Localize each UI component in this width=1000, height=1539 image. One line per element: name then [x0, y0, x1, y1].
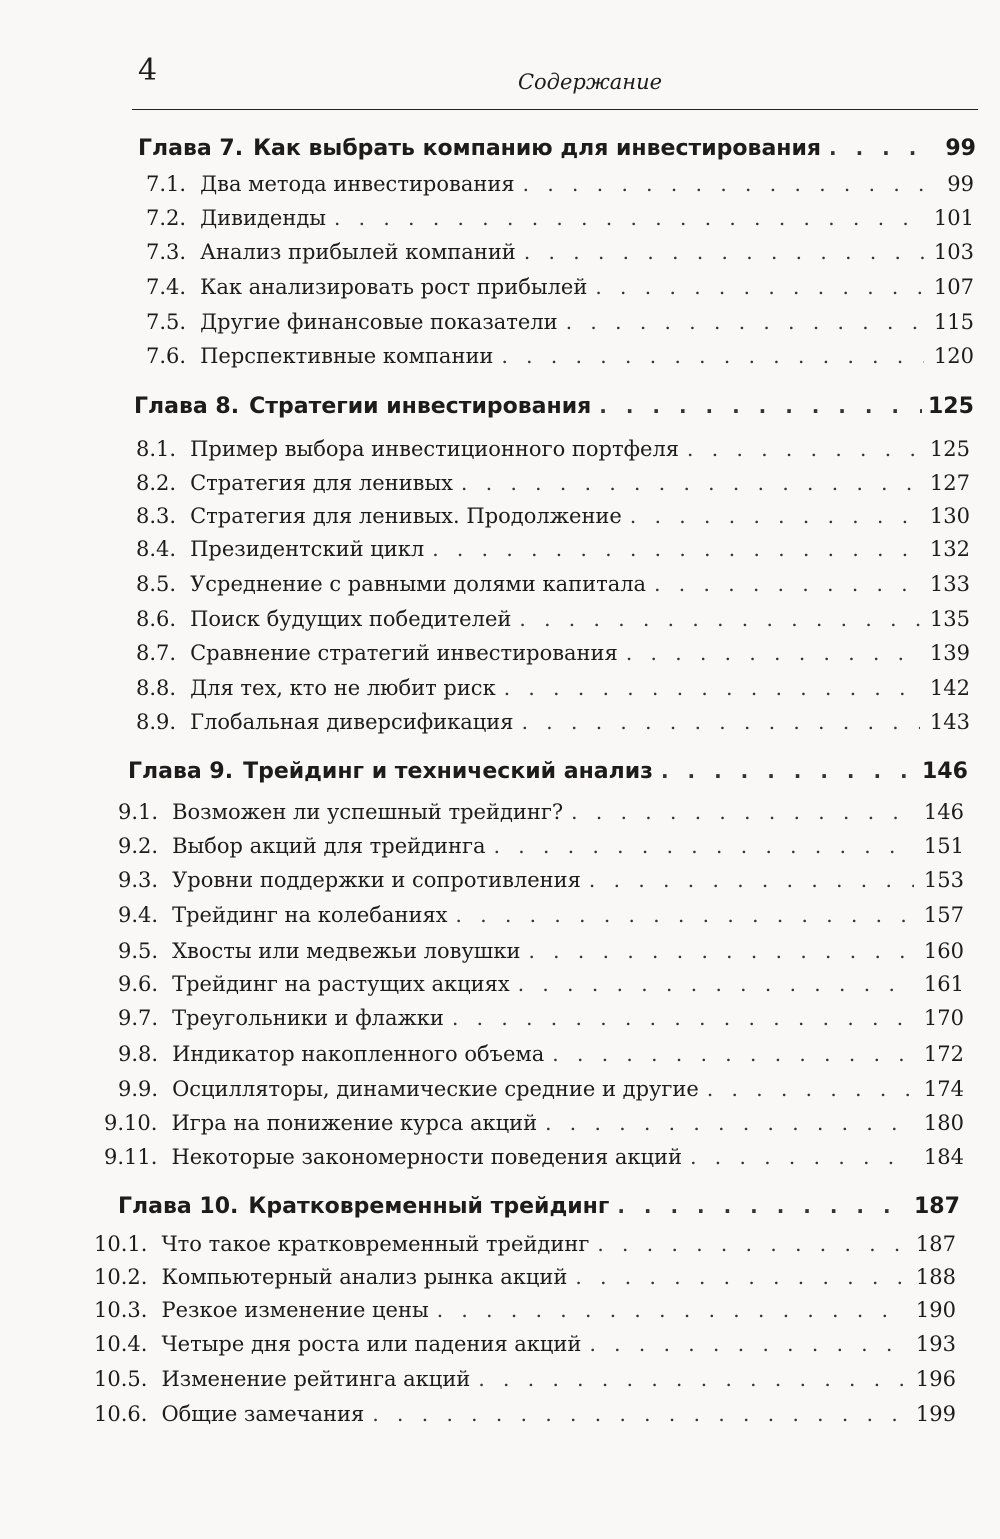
page-ref: 139 — [929, 641, 970, 665]
section-title: Стратегия для ленивых. Продолжение — [190, 504, 622, 528]
toc-section[interactable] — [94, 1230, 956, 1258]
page-ref: 161 — [923, 972, 964, 996]
section-title: Что такое кратковременный трейдинг — [161, 1232, 590, 1256]
dot-leader — [504, 674, 920, 702]
section-number: 9.4. — [118, 903, 159, 927]
section-number: 9.2. — [118, 834, 159, 858]
toc-section[interactable] — [136, 435, 970, 463]
toc-section[interactable] — [118, 1075, 964, 1103]
section-number: 8.6. — [136, 607, 177, 631]
page-ref: 187 — [914, 1194, 960, 1219]
toc-section[interactable] — [136, 502, 970, 530]
chapter-label: Глава 8. — [134, 394, 240, 419]
page-ref: 146 — [922, 759, 968, 784]
section-number: 9.9. — [118, 1077, 159, 1101]
dot-leader — [575, 1263, 906, 1291]
toc-chapter[interactable] — [128, 757, 966, 786]
section-title: Изменение рейтинга акций — [161, 1367, 471, 1391]
toc-section[interactable] — [118, 901, 964, 929]
toc-section[interactable] — [118, 1004, 964, 1032]
toc-section[interactable] — [94, 1296, 956, 1324]
section-number: 8.9. — [136, 710, 177, 734]
page-ref: 160 — [923, 939, 964, 963]
section-number: 9.7. — [118, 1006, 159, 1030]
toc-section[interactable] — [136, 708, 970, 736]
chapter-label: Глава 7. — [138, 136, 244, 161]
toc-section[interactable] — [146, 342, 974, 370]
page-ref: 196 — [915, 1367, 956, 1391]
toc-section[interactable] — [146, 308, 974, 336]
header-rule — [132, 109, 978, 110]
dot-leader — [599, 392, 922, 420]
section-title: Треугольники и флажки — [172, 1006, 444, 1030]
chapter-title: Кратковременный трейдинг — [248, 1194, 610, 1219]
page-ref: 187 — [915, 1232, 956, 1256]
page-ref: 188 — [915, 1265, 956, 1289]
page-ref: 133 — [929, 572, 970, 596]
toc-section[interactable] — [104, 1109, 964, 1137]
toc-section[interactable] — [136, 639, 970, 667]
section-title: Общие замечания — [161, 1402, 365, 1426]
toc-section[interactable] — [94, 1330, 956, 1358]
section-number: 7.2. — [146, 206, 187, 230]
dot-leader — [437, 1296, 906, 1324]
toc-section[interactable] — [118, 970, 964, 998]
section-number: 8.5. — [136, 572, 177, 596]
section-title: Для тех, кто не любит риск — [190, 676, 496, 700]
chapter-title: Как выбрать компанию для инвестирования — [253, 136, 822, 161]
section-number: 9.5. — [118, 939, 159, 963]
section-title: Сравнение стратегий инвестирования — [190, 641, 618, 665]
page-ref: 190 — [915, 1298, 956, 1322]
page-ref: 199 — [915, 1402, 956, 1426]
chapter-title: Стратегии инвестирования — [249, 394, 592, 419]
page-ref: 125 — [928, 394, 974, 419]
dot-leader — [589, 1330, 906, 1358]
page-ref: 99 — [945, 136, 976, 161]
toc-section[interactable] — [136, 469, 970, 497]
section-number: 7.4. — [146, 275, 187, 299]
toc-section[interactable] — [146, 238, 974, 266]
dot-leader — [478, 1365, 906, 1393]
section-number: 8.1. — [136, 437, 177, 461]
section-title: Дивиденды — [200, 206, 326, 230]
page-ref: 135 — [929, 607, 970, 631]
dot-leader — [566, 308, 924, 336]
dot-leader — [522, 708, 920, 736]
page-ref: 170 — [923, 1006, 964, 1030]
dot-leader — [456, 901, 914, 929]
dot-leader — [661, 757, 916, 785]
page-ref: 193 — [915, 1332, 956, 1356]
page-ref: 146 — [923, 800, 964, 824]
dot-leader — [597, 1230, 906, 1258]
section-number: 10.2. — [94, 1265, 148, 1289]
toc-section[interactable] — [146, 204, 974, 232]
dot-leader — [334, 204, 924, 232]
dot-leader — [690, 1143, 914, 1171]
toc-section[interactable] — [136, 674, 970, 702]
section-number: 9.10. — [104, 1111, 158, 1135]
toc-section[interactable] — [118, 1040, 964, 1068]
section-title: Осцилляторы, динамические средние и другие — [172, 1077, 699, 1101]
page-ref: 180 — [923, 1111, 964, 1135]
section-number: 10.6. — [94, 1402, 148, 1426]
section-title: Президентский цикл — [190, 537, 425, 561]
dot-leader — [617, 1192, 908, 1220]
dot-leader — [595, 273, 924, 301]
section-title: Глобальная диверсификация — [190, 710, 514, 734]
section-number: 10.3. — [94, 1298, 148, 1322]
section-title: Пример выбора инвестиционного портфеля — [190, 437, 680, 461]
section-title: Возможен ли успешный трейдинг? — [172, 800, 564, 824]
section-number: 10.1. — [94, 1232, 148, 1256]
section-title: Как анализировать рост прибылей — [200, 275, 588, 299]
dot-leader — [452, 1004, 914, 1032]
dot-leader — [494, 832, 914, 860]
toc-section[interactable] — [94, 1400, 956, 1428]
section-title: Перспективные компании — [200, 344, 494, 368]
dot-leader — [519, 605, 920, 633]
section-number: 9.8. — [118, 1042, 159, 1066]
section-number: 8.7. — [136, 641, 177, 665]
dot-leader — [707, 1075, 914, 1103]
toc-section[interactable] — [104, 1143, 964, 1171]
page-ref: 120 — [933, 344, 974, 368]
section-title: Поиск будущих победителей — [190, 607, 512, 631]
page-ref: 151 — [923, 834, 964, 858]
dot-leader — [523, 170, 924, 198]
section-number: 10.5. — [94, 1367, 148, 1391]
section-number: 9.6. — [118, 972, 159, 996]
section-title: Уровни поддержки и сопротивления — [172, 868, 581, 892]
dot-leader — [571, 798, 914, 826]
dot-leader — [501, 342, 924, 370]
page-number: 4 — [138, 53, 158, 88]
page-ref: 127 — [929, 471, 970, 495]
section-number: 8.4. — [136, 537, 177, 561]
section-title: Четыре дня роста или падения акций — [161, 1332, 582, 1356]
section-title: Выбор акций для трейдинга — [172, 834, 486, 858]
section-title: Индикатор накопленного объема — [172, 1042, 545, 1066]
page-ref: 107 — [933, 275, 974, 299]
section-number: 8.8. — [136, 676, 177, 700]
section-title: Трейдинг на колебаниях — [172, 903, 448, 927]
section-title: Два метода инвестирования — [200, 172, 515, 196]
toc-section[interactable] — [136, 535, 970, 563]
page-ref: 101 — [933, 206, 974, 230]
section-number: 7.3. — [146, 240, 187, 264]
page-ref: 172 — [923, 1042, 964, 1066]
toc-section[interactable] — [94, 1365, 956, 1393]
dot-leader — [626, 639, 920, 667]
toc-section[interactable] — [118, 937, 964, 965]
page-ref: 184 — [923, 1145, 964, 1169]
section-title: Резкое изменение цены — [161, 1298, 429, 1322]
toc-section[interactable] — [118, 832, 964, 860]
page-ref: 142 — [929, 676, 970, 700]
dot-leader — [528, 937, 914, 965]
toc-section[interactable] — [118, 866, 964, 894]
section-title: Некоторые закономерности поведения акций — [171, 1145, 683, 1169]
dot-leader — [829, 134, 926, 162]
chapter-title: Трейдинг и технический анализ — [243, 759, 653, 784]
section-title: Компьютерный анализ рынка акций — [161, 1265, 568, 1289]
toc-chapter[interactable] — [138, 134, 976, 163]
toc-section[interactable] — [146, 170, 974, 198]
page-ref: 130 — [929, 504, 970, 528]
dot-leader — [545, 1109, 914, 1137]
dot-leader — [589, 866, 914, 894]
page-ref: 125 — [929, 437, 970, 461]
dot-leader — [461, 469, 920, 497]
running-head: Содержание — [517, 70, 663, 94]
section-number: 8.3. — [136, 504, 177, 528]
section-number: 7.6. — [146, 344, 187, 368]
dot-leader — [432, 535, 920, 563]
section-number: 9.1. — [118, 800, 159, 824]
page-ref: 143 — [929, 710, 970, 734]
dot-leader — [687, 435, 920, 463]
dot-leader — [518, 970, 914, 998]
section-title: Анализ прибылей компаний — [200, 240, 516, 264]
section-title: Хвосты или медвежьи ловушки — [172, 939, 521, 963]
section-number: 7.5. — [146, 310, 187, 334]
dot-leader — [630, 502, 920, 530]
chapter-label: Глава 10. — [118, 1194, 239, 1219]
section-number: 10.4. — [94, 1332, 148, 1356]
page-ref: 157 — [923, 903, 964, 927]
section-number: 9.3. — [118, 868, 159, 892]
section-title: Стратегия для ленивых — [190, 471, 454, 495]
section-title: Игра на понижение курса акций — [171, 1111, 538, 1135]
section-number: 8.2. — [136, 471, 177, 495]
toc-chapter[interactable] — [134, 392, 972, 421]
dot-leader — [524, 238, 924, 266]
page-ref: 103 — [933, 240, 974, 264]
dot-leader — [552, 1040, 914, 1068]
toc-section[interactable] — [136, 605, 970, 633]
page-ref: 153 — [923, 868, 964, 892]
page-ref: 115 — [933, 310, 974, 334]
section-title: Трейдинг на растущих акциях — [172, 972, 510, 996]
chapter-label: Глава 9. — [128, 759, 234, 784]
toc-chapter[interactable] — [118, 1192, 958, 1221]
page-ref: 99 — [947, 172, 974, 196]
page-ref: 132 — [929, 537, 970, 561]
toc-section[interactable] — [94, 1263, 956, 1291]
page-ref: 174 — [923, 1077, 964, 1101]
section-number: 7.1. — [146, 172, 187, 196]
toc-section[interactable] — [146, 273, 974, 301]
section-title: Другие финансовые показатели — [200, 310, 558, 334]
dot-leader — [654, 570, 920, 598]
toc-section[interactable] — [118, 798, 964, 826]
dot-leader — [372, 1400, 906, 1428]
section-title: Усреднение с равными долями капитала — [190, 572, 647, 596]
section-number: 9.11. — [104, 1145, 158, 1169]
toc-section[interactable] — [136, 570, 970, 598]
